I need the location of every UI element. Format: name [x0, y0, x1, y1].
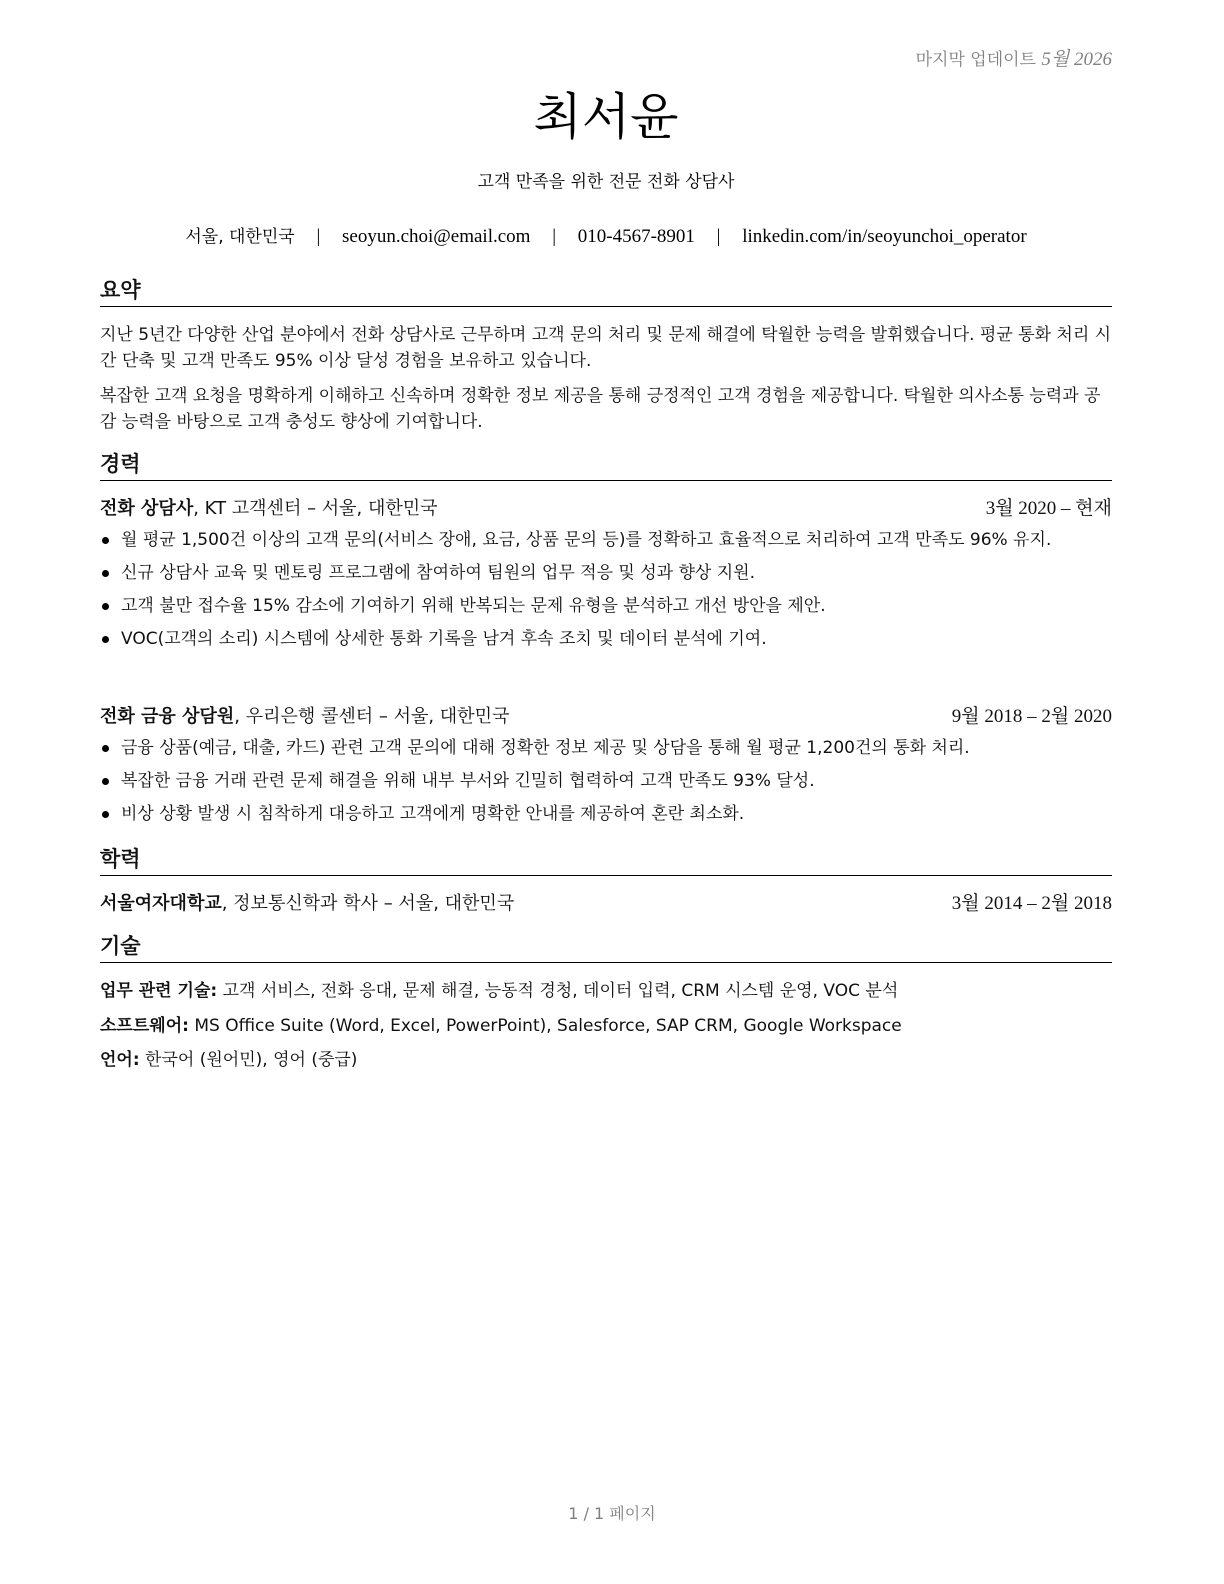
bullet-text: 월 평균 1,500건 이상의 고객 문의(서비스 장애, 요금, 상품 문의 등)를 정확하고 효율적으로 처리하여 고객 만족도 96% 유지.: [121, 530, 1052, 550]
section-title-skills: 기술: [100, 932, 1112, 963]
resume-page: [100, 0, 1112, 1584]
last-updated-date: 5월 2026: [1041, 49, 1112, 70]
job-dates: 9월 2018 – 2월 2020: [951, 706, 1112, 727]
contact-separator: |: [316, 226, 321, 247]
list-item: [100, 560, 1112, 586]
bullet-icon: [102, 570, 109, 577]
skill-value: MS Office Suite (Word, Excel, PowerPoint), Salesforce, SAP CRM, Google Workspace: [188, 1016, 902, 1036]
contact-separator: |: [552, 226, 557, 247]
list-item: [100, 735, 1112, 761]
bullet-icon: [102, 778, 109, 785]
bullet-text: 복잡한 금융 거래 관련 문제 해결을 위해 내부 부서와 긴밀히 협력하여 고객 만족도 93% 달성.: [121, 771, 815, 791]
contact-linkedin[interactable]: linkedin.com/in/seoyunchoi_operator: [742, 226, 1027, 247]
contact-line: [100, 224, 1112, 250]
education-detail: , 정보통신학과 학사 – 서울, 대한민국: [221, 893, 515, 914]
last-updated: [916, 44, 1112, 71]
skill-line: [100, 978, 1112, 1004]
bullet-icon: [102, 636, 109, 643]
list-item: [100, 768, 1112, 794]
skill-label: 소프트웨어:: [100, 1016, 189, 1036]
list-item: [100, 527, 1112, 553]
skill-label: 업무 관련 기술:: [100, 981, 218, 1001]
bullet-text: 신규 상담사 교육 및 멘토링 프로그램에 참여하여 팀원의 업무 적응 및 성과 향상 지원.: [121, 563, 756, 583]
job-org: , KT 고객센터 – 서울, 대한민국: [193, 498, 438, 519]
job-role: 전화 금융 상담원: [100, 706, 235, 727]
skill-value: 한국어 (원어민), 영어 (중급): [139, 1050, 358, 1070]
summary-paragraph: 지난 5년간 다양한 산업 분야에서 전화 상담사로 근무하며 고객 문의 처리 및 문제 해결에 탁월한 능력을 발휘했습니다. 평균 통화 처리 시간 단축 및 고객 만족도 95% 이상 달성 경험을 보유하고 있습니다.: [100, 325, 1112, 371]
skill-label: 언어:: [100, 1050, 140, 1070]
job-title-line: [100, 496, 438, 522]
last-updated-label: 마지막 업데이트: [915, 50, 1036, 70]
section-title-experience: 경력: [100, 450, 1112, 481]
job-dates: 3월 2020 – 현재: [985, 498, 1112, 519]
bullet-text: VOC(고객의 소리) 시스템에 상세한 통화 기록을 남겨 후속 조치 및 데이터 분석에 기여.: [121, 629, 767, 649]
job-role: 전화 상담사: [100, 498, 194, 519]
job-org: , 우리은행 콜센터 – 서울, 대한민국: [234, 706, 510, 727]
contact-location: 서울, 대한민국: [185, 227, 295, 247]
bullet-icon: [102, 537, 109, 544]
job-bullets: [100, 527, 1112, 659]
list-item: [100, 593, 1112, 619]
summary-paragraph: 복잡한 고객 요청을 명확하게 이해하고 신속하며 정확한 정보 제공을 통해 긍정적인 고객 경험을 제공합니다. 탁월한 의사소통 능력과 공감 능력을 바탕으로 고객 충성도 향상에 기여합니다.: [100, 386, 1101, 432]
section-title-education: 학력: [100, 845, 1112, 876]
bullet-text: 비상 상황 발생 시 침착하게 대응하고 고객에게 명확한 안내를 제공하여 혼란 최소화.: [121, 804, 745, 824]
skill-line: [100, 1047, 1112, 1073]
page-indicator: 1 / 1 페이지: [568, 1504, 656, 1523]
contact-email[interactable]: seoyun.choi@email.com: [342, 226, 531, 247]
list-item: [100, 801, 1112, 827]
bullet-icon: [102, 811, 109, 818]
education-dates: 3월 2014 – 2월 2018: [951, 893, 1112, 914]
section-title-summary: 요약: [100, 276, 1112, 307]
skill-value: 고객 서비스, 전화 응대, 문제 해결, 능동적 경청, 데이터 입력, CRM 시스템 운영, VOC 분석: [217, 981, 899, 1001]
job-bullets: [100, 735, 1112, 834]
contact-separator: |: [716, 226, 721, 247]
list-item: [100, 626, 1112, 652]
contact-phone: 010-4567-8901: [577, 226, 695, 247]
skill-line: [100, 1013, 1112, 1039]
job-header: [100, 704, 1112, 730]
education-line: [100, 891, 514, 917]
school-name: 서울여자대학교: [100, 893, 222, 914]
candidate-name: 최서윤: [533, 88, 679, 146]
bullet-icon: [102, 745, 109, 752]
job-title-line: [100, 704, 509, 730]
education-entry: [100, 891, 1112, 917]
job-header: [100, 496, 1112, 522]
bullet-icon: [102, 603, 109, 610]
bullet-text: 고객 불만 접수율 15% 감소에 기여하기 위해 반복되는 문제 유형을 분석하고 개선 방안을 제안.: [121, 596, 826, 616]
bullet-text: 금융 상품(예금, 대출, 카드) 관련 고객 문의에 대해 정확한 정보 제공 및 상담을 통해 월 평균 1,200건의 통화 처리.: [121, 738, 970, 758]
tagline: 고객 만족을 위한 전문 전화 상담사: [477, 172, 735, 192]
